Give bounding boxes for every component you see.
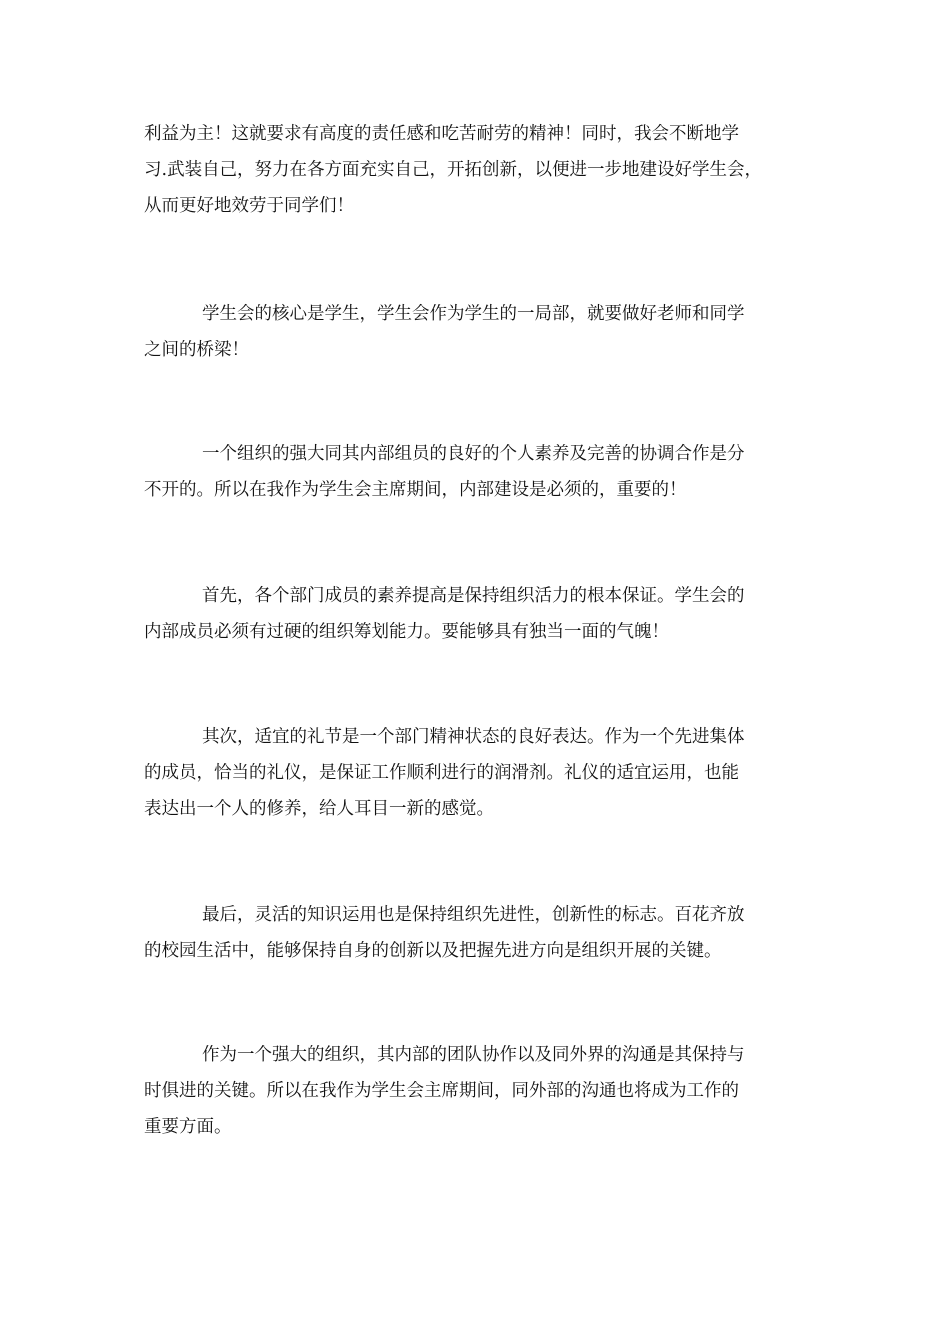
paragraph-4 [144,578,804,650]
paragraph-3 [144,436,804,508]
paragraph-6 [144,897,804,969]
text-line: 最后，灵活的知识运用也是保持组织先进性，创新性的标志。百花齐放 [202,905,745,925]
paragraph-7 [144,1037,804,1145]
text-line: 之间的桥梁！ [144,340,249,360]
text-line: 学生会的核心是学生，学生会作为学生的一局部，就要做好老师和同学 [202,304,745,324]
text-line: 时俱进的关键。所以在我作为学生会主席期间，同外部的沟通也将成为工作的 [144,1081,739,1101]
text-line: 内部成员必须有过硬的组织筹划能力。要能够具有独当一面的气魄！ [144,622,669,642]
text-line: 习.武装自己，努力在各方面充实自己，开拓创新，以便进一步地建设好学生会， [144,160,763,180]
text-line: 表达出一个人的修养，给人耳目一新的感觉。 [144,799,494,819]
paragraph-1 [144,116,804,224]
text-line: 利益为主！这就要求有高度的责任感和吃苦耐劳的精神！同时，我会不断地学 [144,124,739,144]
paragraph-2 [144,296,804,368]
text-line: 一个组织的强大同其内部组员的良好的个人素养及完善的协调合作是分 [202,444,745,464]
text-line: 从而更好地效劳于同学们！ [144,196,354,216]
text-line: 重要方面。 [144,1117,232,1137]
text-line: 的校园生活中，能够保持自身的创新以及把握先进方向是组织开展的关键。 [144,941,722,961]
text-line: 首先，各个部门成员的素养提高是保持组织活力的根本保证。学生会的 [202,586,745,606]
paragraph-5 [144,719,804,827]
text-line: 其次，适宜的礼节是一个部门精神状态的良好表达。作为一个先进集体 [202,727,745,747]
text-line: 不开的。所以在我作为学生会主席期间，内部建设是必须的，重要的！ [144,480,687,500]
text-line: 的成员，恰当的礼仪，是保证工作顺利进行的润滑剂。礼仪的适宜运用，也能 [144,763,739,783]
text-line: 作为一个强大的组织，其内部的团队协作以及同外界的沟通是其保持与 [202,1045,745,1065]
